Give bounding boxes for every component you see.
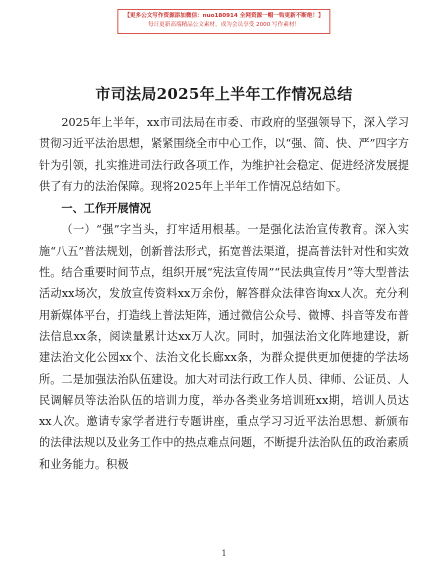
page-number: 1 bbox=[221, 549, 227, 558]
intro-paragraph: 2025年上半年，xx市司法局在市委、市政府的坚强领导下，深入学习贯彻习近平法治思想，紧紧围绕全市中心工作，以“强、简、快、严”四字方针为引领，扎实推进司法行政各项工作，为维护社会稳定、促进经济发展提供了有力的法治保障。现将2025年上半年工作情况总结如下。 bbox=[39, 116, 409, 193]
promo-banner-line-1: 【更多公文写作资源添加微信：nuo180914 全网资源一帽一钩更新不断绝！】 bbox=[124, 13, 324, 19]
document-body bbox=[39, 112, 409, 475]
promo-banner bbox=[117, 9, 330, 34]
section-heading: 一、工作开展情况 bbox=[61, 201, 151, 216]
section-paragraph: （一）“强”字当头，打牢适用根基。一是强化法治宣传教育。深入实施“八五”普法规划，创新普法形式，拓宽普法渠道，提高普法针对性和实效性。结合重要时间节点，组织开展“宪法宣传周”“民法典宣传月”等大型普法活动xx场次，发放宣传资料xx万余份，解答群众法律咨询xx人次。充分利用新媒体平台，打造线上普法矩阵，通过微信公众号、微博、抖音等发布普法信息xx条，阅读量累计达xx万人次。同时，加强法治文化阵地建设，新建法治文化公园xx个、法治文化长廊xx条，为群众提供更加便捷的学法场所。二是加强法治队伍建设。加大对司法行政工作人员、律师、公证员、人民调解员等法治队伍的培训力度，举办各类业务培训班xx期，培训人员达xx人次。邀请专家学者进行专题讲座，重点学习习近平法治思想、新颁布的法律法规以及业务工作中的热点难点问题，不断提升法治队伍的政治素质和业务能力。积极 bbox=[39, 223, 409, 471]
promo-banner-line-2: 每日更新高端精品公文素材，成为会员享受 2000 写作素材！ bbox=[147, 22, 301, 28]
document-title: 市司法局2025年上半年工作情况总结 bbox=[95, 85, 353, 103]
